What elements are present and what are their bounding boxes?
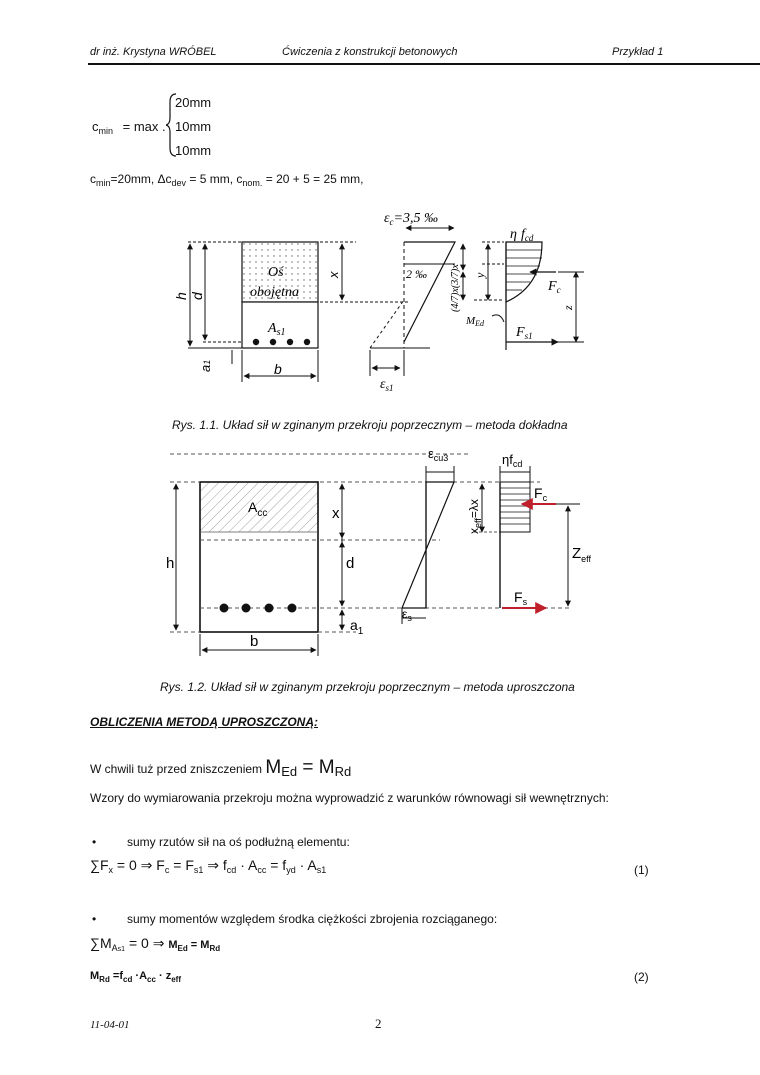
moment-line: W chwili tuż przed zniszczeniem $M_{Ed} = M_{Rd}$ bbox=[90, 757, 352, 779]
equation-1: $\sum F_x = 0$ ⇒ $F_c = F_{s1}$ ⇒ $f_{cd} \cdot A_{cc} = f_{yd} \cdot A_{s1}$ bbox=[90, 857, 327, 875]
figure-1-exact-method bbox=[170, 200, 590, 400]
fig2-zeff-label: $Z_{eff}$ bbox=[572, 545, 592, 564]
fig1-h-label: h bbox=[173, 292, 189, 300]
cover-line: $c_{min}=20mm$, $\Delta c_{dev} = 5$ mm, $c_{nom.} = 20 + 5 = 25$ mm, bbox=[90, 172, 364, 188]
intro-text: Wzory do wymiarowania przekroju można wyprowadzić z warunków równowagi sił wewnętrznych: bbox=[90, 791, 609, 805]
fig1-fs1-label: $F_{s1}$ bbox=[516, 325, 533, 341]
acc-zone bbox=[200, 482, 318, 532]
bullet-2-marker: • bbox=[92, 912, 97, 926]
footer-page-number: 2 bbox=[375, 1016, 382, 1031]
fig2-b-label: b bbox=[250, 633, 259, 650]
figure-2-simplified-method bbox=[160, 442, 600, 662]
fig2-fc-label: $F_c$ bbox=[534, 485, 548, 503]
header-example: Przykład 1 bbox=[612, 46, 664, 58]
figure-1-caption: Rys. 1.1. Układ sił w zginanym przekroju poprzecznym – metoda dokładna bbox=[172, 418, 568, 432]
equation-1-number: (1) bbox=[634, 863, 649, 877]
fig2-xeff-label: $x_{eff}=\lambda x$ bbox=[467, 499, 483, 534]
cmin-option-1: 20mm bbox=[175, 95, 212, 110]
equation-2-number: (2) bbox=[634, 970, 649, 984]
fig1-b-label: b bbox=[274, 361, 282, 377]
fig1-neutral-axis-1: Oś bbox=[268, 265, 284, 280]
fig1-2permille: 2 ‰ bbox=[406, 267, 427, 281]
fig2-fs-label: $F_s$ bbox=[514, 589, 528, 607]
fig2-d-label: d bbox=[346, 555, 355, 572]
fig2-eps-cu3-label: $\varepsilon_{cu3}$ bbox=[428, 446, 449, 463]
footer-date: 11-04-01 bbox=[90, 1019, 130, 1031]
fig1-neutral-axis-2: obojętna bbox=[250, 285, 299, 300]
cmin-lhs: $c_{min} = \max$ . bbox=[92, 119, 166, 136]
bullet-2-text: sumy momentów względem środka ciężkości zbrojenia rozciąganego: bbox=[127, 912, 498, 926]
fig1-fc-label: $F_c$ bbox=[548, 279, 561, 295]
section-title: OBLICZENIA METODĄ UPROSZCZONĄ: bbox=[90, 715, 318, 729]
fig1-eta-fcd: η $f_{cd}$ bbox=[510, 227, 534, 243]
header-rule bbox=[88, 63, 760, 65]
fig1-eps-c-label: $\varepsilon_c=3,5$ ‰ bbox=[384, 211, 438, 227]
fig1-eps-s1-label: $\varepsilon_{s1}$ bbox=[380, 377, 394, 393]
fig2-eps-s-label: $\varepsilon_s$ bbox=[402, 607, 412, 623]
fig2-x-label: x bbox=[332, 505, 340, 522]
bullet-1-text: sumy rzutów sił na oś podłużną elementu: bbox=[127, 835, 350, 849]
cmin-option-2: 10mm bbox=[175, 119, 212, 134]
fig1-a1-label: a1 bbox=[198, 359, 213, 372]
figure-2-caption: Rys. 1.2. Układ sił w zginanym przekroju poprzecznym – metoda uproszczona bbox=[160, 680, 575, 694]
fig1-x-label: x bbox=[326, 271, 341, 278]
header-course: Ćwiczenia z konstrukcji betonowych bbox=[282, 46, 458, 58]
fig1-d-label: d bbox=[189, 292, 205, 300]
fig1-as1-label: $A_{s1}$ bbox=[268, 321, 286, 338]
fig2-eta-fcd-label: $\eta f_{cd}$ bbox=[502, 452, 523, 469]
bullet-1-marker: • bbox=[92, 835, 97, 849]
equation-2: $M_{Rd} =f_{cd} \cdot A_{cc} \cdot z_{eff}$ bbox=[90, 970, 181, 984]
fig2-acc-label: $A_{cc}$ bbox=[248, 499, 268, 519]
fig2-a1-label: $a_1$ bbox=[350, 617, 364, 637]
cmin-option-3: 10mm bbox=[175, 143, 212, 158]
fig1-ratio-label: (4/7)x(3/7)x bbox=[450, 264, 461, 312]
header-author: dr inż. Krystyna WRÓBEL bbox=[90, 46, 217, 58]
fig1-z-label: z bbox=[561, 305, 575, 310]
fig1-med-label: MEd bbox=[466, 315, 485, 328]
fig1-y-label: y bbox=[473, 272, 487, 278]
fig2-h-label: h bbox=[166, 555, 175, 572]
equation-moment: $\sum M_{As1} = 0$ ⇒ $M_{Ed} = M_{Rd}$ bbox=[90, 935, 221, 953]
